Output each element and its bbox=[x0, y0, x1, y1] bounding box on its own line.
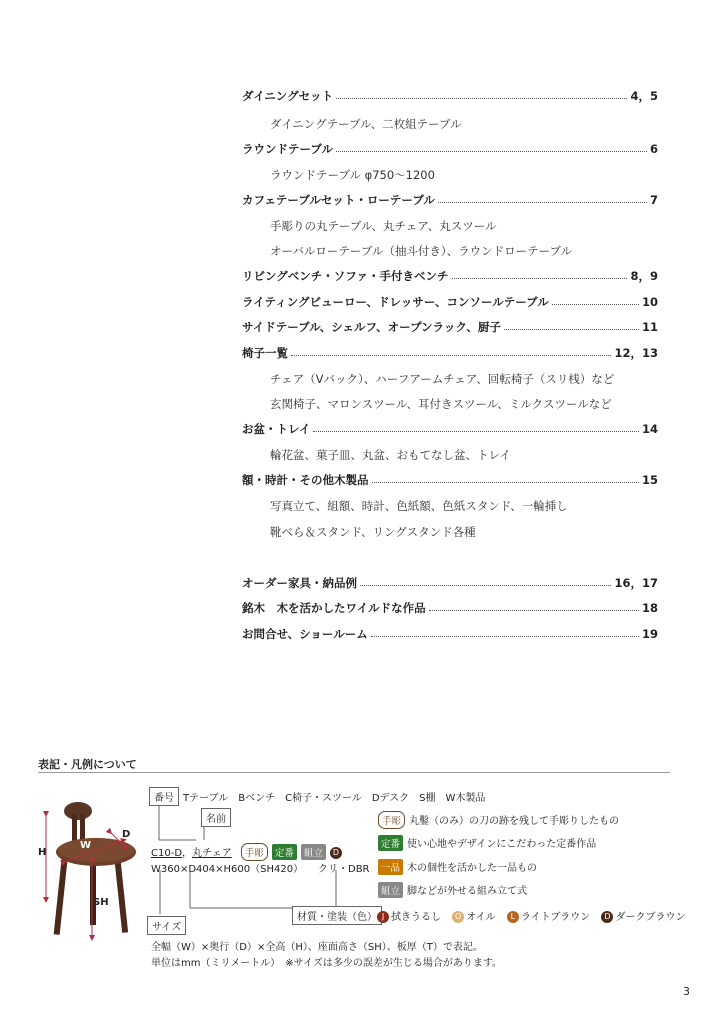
toc-entry[interactable]: お盆・トレイ 14 bbox=[242, 422, 658, 436]
material-text: クリ・DBR bbox=[318, 864, 370, 875]
finish-legend: J 拭きうるし O オイル L ライトブラウン D ダークブラウン bbox=[377, 908, 685, 923]
toc-entry[interactable]: ダイニングセット 4，5 bbox=[242, 89, 658, 103]
finish-j: J bbox=[377, 911, 389, 923]
toc-entry[interactable]: サイドテーブル、シェルフ、オープンラック、厨子 11 bbox=[242, 320, 658, 334]
note-2: 単位はmm（ミリメートル） ※サイズは多少の誤差が生じる場合があります。 bbox=[151, 958, 503, 969]
toc-sub: 玄関椅子、マロンスツール、耳付きスツール、ミルクスツールなど bbox=[270, 397, 612, 411]
toc-entry[interactable]: ラウンドテーブル 6 bbox=[242, 142, 658, 156]
tag-kumitate: 組立 bbox=[301, 844, 326, 860]
toc-entry[interactable]: 椅子一覧 12，13 bbox=[242, 346, 658, 360]
product-name: 丸チェア bbox=[192, 848, 232, 859]
explain-ippin: 一品 木の個性を活かした一品もの bbox=[378, 859, 537, 875]
dim-label-w: W bbox=[80, 840, 92, 851]
explain-teiban: 定番 使い心地やデザインにこだわった定番作品 bbox=[378, 835, 596, 851]
finish-l: L bbox=[507, 911, 519, 923]
page-number: 3 bbox=[683, 985, 690, 998]
toc-entry[interactable]: オーダー家具・納品例 16，17 bbox=[242, 576, 658, 590]
toc-entry[interactable]: 額・時計・その他木製品 15 bbox=[242, 473, 658, 487]
product-code: C10-D bbox=[151, 848, 183, 859]
toc-sub: ラウンドテーブル φ750～1200 bbox=[270, 168, 435, 182]
size-text: W360×D404×H600（SH420） bbox=[151, 864, 304, 875]
toc-entry[interactable]: ライティングビューロー、ドレッサー、コンソールテーブル 10 bbox=[242, 295, 658, 309]
tag-tebori: 手彫 bbox=[241, 843, 268, 861]
toc-sub: チェア（Vバック）、ハーフアームチェア、回転椅子（スリ桟）など bbox=[270, 372, 615, 386]
toc-sub: 手彫りの丸テーブル、丸チェア、丸スツール bbox=[270, 219, 497, 233]
product-line: C10-D，丸チェア 手彫 定番 組立 D bbox=[151, 843, 344, 861]
material-box: 材質・塗装（色） bbox=[292, 906, 382, 925]
toc-sub: ダイニングテーブル、二枚組テーブル bbox=[270, 117, 462, 131]
namae-box: 名前 bbox=[201, 808, 231, 827]
divider bbox=[38, 772, 670, 773]
dim-label-sh: SH bbox=[93, 897, 109, 908]
note-1: 全幅（W）×奥行（D）×全高（H）、座面高さ（SH）、板厚（T）で表記。 bbox=[151, 942, 483, 953]
toc-sub: オーバルローテーブル（抽斗付き）、ラウンドローテーブル bbox=[270, 244, 573, 258]
dim-label-h: H bbox=[38, 847, 47, 858]
toc-entry[interactable]: 銘木 木を活かしたワイルドな作品 18 bbox=[242, 601, 658, 615]
toc-entry[interactable]: カフェテーブルセット・ローテーブル 7 bbox=[242, 193, 658, 207]
finish-d: D bbox=[601, 911, 613, 923]
explain-kumitate: 組立 脚などが外せる組み立て式 bbox=[378, 882, 527, 898]
tag-teiban: 定番 bbox=[272, 844, 297, 860]
explain-tebori: 手彫 丸鑿（のみ）の刀の跡を残して手彫りしたもの bbox=[378, 811, 619, 829]
bangou-box: 番号 bbox=[149, 787, 179, 806]
toc-entry[interactable]: お問合せ、ショールーム 19 bbox=[242, 627, 658, 641]
finish-o: O bbox=[452, 911, 464, 923]
finish-mark: D bbox=[330, 847, 342, 859]
legend-title: 表記・凡例について bbox=[38, 758, 137, 771]
toc-entry[interactable]: リビングベンチ・ソファ・手付きベンチ 8，9 bbox=[242, 269, 658, 283]
chair-illustration bbox=[34, 800, 144, 942]
dim-label-d: D bbox=[122, 829, 131, 840]
bangou-desc: Tテーブル Bベンチ C椅子・スツール Dデスク S棚 W木製品 bbox=[183, 793, 486, 804]
toc-sub: 輪花盆、菓子皿、丸盆、おもてなし盆、トレイ bbox=[270, 448, 511, 462]
toc-sub: 靴べら＆スタンド、リングスタンド各種 bbox=[270, 525, 476, 539]
toc-sub: 写真立て、組額、時計、色紙額、色紙スタンド、一輪挿し bbox=[270, 499, 568, 513]
size-box: サイズ bbox=[147, 916, 186, 935]
